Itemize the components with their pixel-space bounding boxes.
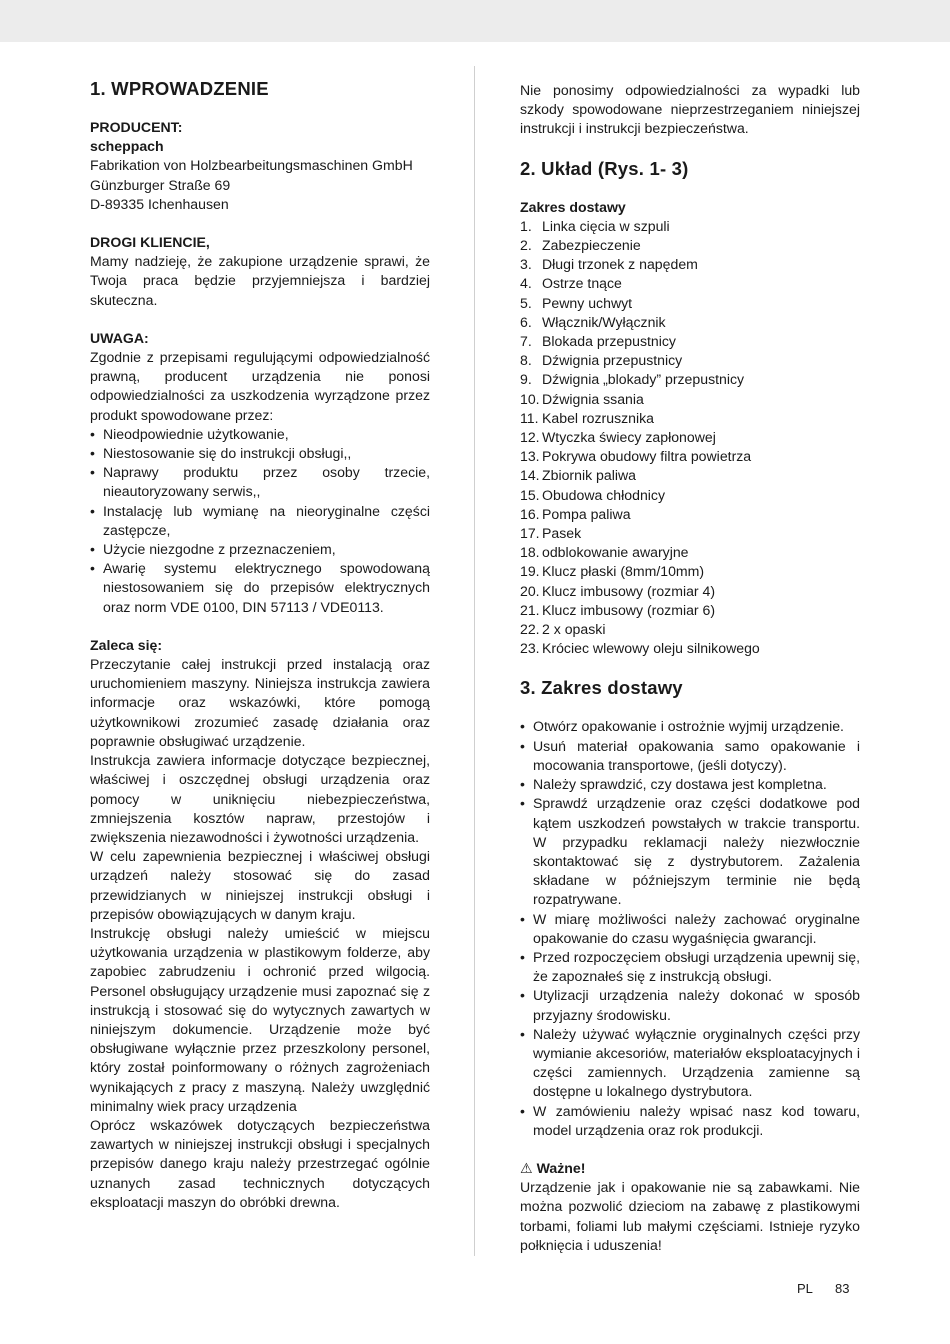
section-title-introduction: 1. WPROWADZENIE — [90, 78, 269, 99]
scope-item-text: Klucz płaski (8mm/10mm) — [542, 563, 705, 580]
scope-list-item — [520, 582, 860, 601]
list-item: • Naprawy produktu przez osoby trzecie, nieautoryzowany serwis,, — [90, 463, 430, 501]
scope-item-text: Klucz imbusowy (rozmiar 6) — [542, 601, 716, 618]
scope-list-item — [520, 543, 860, 562]
scope-item-number: 14. — [520, 467, 540, 484]
left-column — [90, 78, 430, 1212]
delivery-list-item: • Należy używać wyłącznie oryginalnych części przy wymianie akcesoriów, materiałów eksploatacyjnych i części zamiennych. Urządzenia zamienne są dostępne u lokalnego dystrybutora. — [520, 1025, 860, 1102]
scope-item-number: 13. — [520, 448, 540, 465]
scope-item-number: 10. — [520, 390, 540, 407]
scope-item-number: 18. — [520, 544, 540, 561]
scope-item-text: Króciec wlewowy oleju silnikowego — [542, 640, 760, 657]
scope-list-item — [520, 466, 860, 485]
warning-triangle-icon: ⚠ — [520, 1159, 533, 1176]
scope-list — [520, 217, 860, 659]
producer-company: Fabrikation von Holzbearbeitungsmaschinen GmbH — [90, 157, 413, 174]
scope-item-number: 9. — [520, 371, 532, 388]
scope-item-number: 3. — [520, 256, 532, 273]
scope-item-text: Pasek — [542, 525, 582, 542]
delivery-list-item: • Otwórz opakowanie i ostrożnie wyjmij urządzenie. — [520, 717, 860, 736]
scope-list-item — [520, 332, 860, 351]
scope-list-item — [520, 505, 860, 524]
scope-list-item — [520, 620, 860, 639]
scope-item-number: 17. — [520, 525, 540, 542]
scope-item-text: Zabezpieczenie — [542, 237, 641, 254]
scope-item-text: Dźwignia przepustnicy — [542, 352, 683, 369]
customer-heading: DROGI KLIENCIE, — [90, 234, 210, 251]
scope-list-item — [520, 486, 860, 505]
scope-item-text: Blokada przepustnicy — [542, 333, 676, 350]
scope-item-number: 12. — [520, 429, 540, 446]
scope-item-text: Obudowa chłodnicy — [542, 486, 666, 503]
scope-item-number: 16. — [520, 505, 540, 522]
delivery-list-item: • Przed rozpoczęciem obsługi urządzenia upewnij się, że zapoznałeś się z instrukcją obsługi. — [520, 948, 860, 986]
scope-item-text: Linka cięcia w szpuli — [542, 217, 670, 234]
scope-item-number: 11. — [520, 409, 539, 426]
scope-list-item — [520, 274, 860, 293]
scope-item-number: 7. — [520, 333, 532, 350]
section-title-layout: 2. Układ (Rys. 1- 3) — [520, 157, 689, 179]
scope-item-text: Wtyczka świecy zapłonowej — [542, 429, 716, 446]
scope-list-item — [520, 390, 860, 409]
scope-item-text: odblokowanie awaryjne — [542, 544, 689, 561]
recommend-paragraph: Przeczytanie całej instrukcji przed instalacją oraz uruchomieniem maszyny. Niniejsza instrukcja zawiera informacje oraz wskazówki, które pomogą użytkownikowi zrozumieć zasadę działania oraz poprawnie obsługiwać urządzenie. — [90, 656, 430, 749]
scope-list-item — [520, 294, 860, 313]
scope-item-text: Długi trzonek z napędem — [542, 256, 698, 273]
scope-list-item — [520, 217, 860, 236]
scope-item-text: Pewny uchwyt — [542, 294, 633, 311]
list-item: • Instalację lub wymianę na nieoryginalne części zastępcze, — [90, 502, 430, 540]
liability-text: Nie ponosimy odpowiedzialności za wypadki lub szkody spowodowane nieprzestrzeganiem niniejszej instrukcji i instrukcji bezpieczeństwa. — [520, 82, 860, 137]
scope-item-text: 2 x opaski — [542, 621, 606, 638]
scope-list-item — [520, 409, 860, 428]
scope-item-text: Pompa paliwa — [542, 505, 631, 522]
list-item: • Nieodpowiednie użytkowanie, — [90, 425, 430, 444]
scope-item-text: Włącznik/Wyłącznik — [542, 313, 666, 330]
scope-item-number: 21. — [520, 601, 540, 618]
scope-item-text: Dźwignia ssania — [542, 390, 644, 407]
scope-list-item — [520, 524, 860, 543]
delivery-list-item: • Należy sprawdzić, czy dostawa jest kompletna. — [520, 775, 860, 794]
scope-list-item — [520, 370, 860, 389]
top-header-band — [0, 0, 950, 42]
scope-item-number: 4. — [520, 275, 532, 292]
scope-item-number: 23. — [520, 640, 540, 657]
note-heading: UWAGA: — [90, 329, 149, 346]
scope-item-number: 5. — [520, 294, 532, 311]
scope-list-item — [520, 351, 860, 370]
scope-list-item — [520, 447, 860, 466]
scope-item-text: Klucz imbusowy (rozmiar 4) — [542, 582, 716, 599]
scope-item-number: 6. — [520, 313, 532, 330]
delivery-list — [520, 717, 860, 1139]
note-list — [90, 425, 430, 617]
scope-item-number: 8. — [520, 352, 532, 369]
note-text: Zgodnie z przepisami regulującymi odpowiedzialność prawną, producent urządzenia nie ponosi odpowiedzialności za uszkodzenia wyrządzone przez produkt spowodowane przez: — [90, 349, 430, 423]
scope-item-text: Pokrywa obudowy filtra powietrza — [542, 448, 752, 465]
scope-item-number: 1. — [520, 217, 532, 234]
recommend-paragraph: Instrukcję obsługi należy umieścić w miejscu użytkowania urządzenia w plastikowym folderze, aby zapobiec zabrudzeniu i ochronić przed wilgocią. Personel obsługujący urządzenie musi zapoznać się z instrukcją i stosować się do wytycznych zawartych w niniejszym dokumencie. Urządzenie może być obsługiwane wyłącznie przez przeszkolony personel, który został poinformowany o różnych zagrożeniach wynikających z pracy z maszyną. Należy uwzględnić minimalny wiek pracy urządzenia — [90, 924, 430, 1114]
recommend-heading: Zaleca się: — [90, 636, 163, 653]
scope-heading: Zakres dostawy — [520, 198, 626, 215]
producer-name: scheppach — [90, 138, 164, 155]
delivery-list-item: • W zamówieniu należy wpisać nasz kod towaru, model urządzenia oraz rok produkcji. — [520, 1102, 860, 1140]
right-column — [520, 81, 860, 1255]
scope-list-item — [520, 562, 860, 581]
scope-item-text: Kabel rozrusznika — [542, 409, 655, 426]
important-text: Urządzenie jak i opakowanie nie są zabawkami. Nie można pozwolić dzieciom na zabawę z plastikowymi torbami, foliami lub małymi częściami. Istnieje ryzyko połknięcia i uduszenia! — [520, 1179, 860, 1253]
list-item: • Użycie niezgodne z przeznaczeniem, — [90, 540, 430, 559]
scope-item-number: 15. — [520, 486, 540, 503]
list-item: • Awarię systemu elektrycznego spowodowaną niestosowaniem się do przepisów elektrycznych oraz norm VDE 0100, DIN 57113 / VDE0113. — [90, 559, 430, 617]
footer-page-number: 83 — [835, 1281, 850, 1296]
recommend-paragraph: W celu zapewnienia bezpiecznej i właściwej obsługi urządzeń należy stosować się do zasad przewidzianych w niniejszej instrukcji obsługi i przepisów obowiązujących w danym kraju. — [90, 848, 430, 922]
important-heading: Ważne! — [536, 1159, 586, 1176]
delivery-list-item: • Usuń materiał opakowania samo opakowanie i mocowania transportowe, (jeśli dotyczy). — [520, 737, 860, 775]
delivery-list-item: • Utylizacji urządzenia należy dokonać w sposób przyjazny środowisku. — [520, 986, 860, 1024]
scope-item-number: 2. — [520, 237, 532, 254]
scope-item-number: 22. — [520, 621, 540, 638]
producer-street: Günzburger Straße 69 — [90, 176, 231, 193]
column-divider — [474, 66, 475, 1256]
scope-list-item — [520, 236, 860, 255]
scope-item-number: 20. — [520, 582, 540, 599]
footer-language: PL — [797, 1281, 813, 1296]
list-item: • Niestosowanie się do instrukcji obsługi,, — [90, 444, 430, 463]
scope-list-item — [520, 313, 860, 332]
recommend-paragraph: Instrukcja zawiera informacje dotyczące bezpiecznej, właściwej i oszczędnej obsługi urządzenia oraz pomocy w uniknięciu niebezpieczeństwa, zmniejszenia kosztów napraw, przestojów i zwiększenia niezawodności i żywotności urządzenia. — [90, 752, 430, 845]
scope-list-item — [520, 601, 860, 620]
scope-list-item — [520, 639, 860, 658]
scope-item-text: Zbiornik paliwa — [542, 467, 636, 484]
scope-item-text: Dźwignia „blokady” przepustnicy — [542, 371, 745, 388]
scope-item-text: Ostrze tnące — [542, 275, 622, 292]
producer-heading: PRODUCENT: — [90, 119, 183, 135]
scope-item-number: 19. — [520, 563, 540, 580]
delivery-list-item: • W miarę możliwości należy zachować oryginalne opakowanie do czasu wygaśnięcia gwarancji. — [520, 910, 860, 948]
recommend-paragraph: Oprócz wskazówek dotyczących bezpieczeństwa zawartych w niniejszej instrukcji obsługi i specjalnych przepisów danego kraju należy przestrzegać ogólnie uznanych zasad technicznych dotyczących eksploatacji maszyn do obróbki drewna. — [90, 1116, 430, 1210]
delivery-list-item: • Sprawdź urządzenie oraz części dodatkowe pod kątem uszkodzeń powstałych w trakcie transportu. W przypadku reklamacji należy niezwłocznie skontaktować się z dystrybutorem. Zażalenia składane w późniejszym terminie nie będą rozpatrywane. — [520, 794, 860, 909]
scope-list-item — [520, 428, 860, 447]
section-title-delivery: 3. Zakres dostawy — [520, 677, 683, 699]
producer-city: D-89335 Ichenhausen — [90, 195, 229, 212]
important-heading-row — [520, 1159, 860, 1178]
customer-text: Mamy nadzieję, że zakupione urządzenie sprawi, że Twoja praca będzie przyjemniejsza i bardziej skuteczna. — [90, 253, 430, 308]
scope-list-item — [520, 255, 860, 274]
